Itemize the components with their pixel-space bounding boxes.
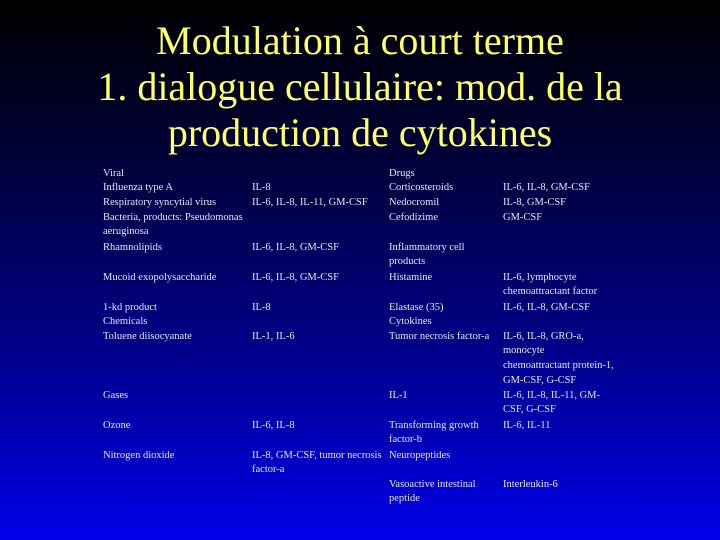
table-cell: 1-kd product <box>103 302 157 313</box>
table-cell: Mucoid exopolysaccharide <box>103 272 217 283</box>
table-cell: Vasoactive intestinal <box>389 479 476 490</box>
table-cell: Nedocromil <box>389 197 440 208</box>
table-cell: Transforming growth <box>389 420 479 431</box>
table-cell: IL-6, IL-8, GM-CSF <box>503 302 590 313</box>
table-cell: CSF, G-CSF <box>503 404 556 415</box>
table-cell: monocyte <box>503 345 545 356</box>
table-cell: Gases <box>103 390 129 401</box>
table-cell: Corticosteroids <box>389 182 454 193</box>
table-cell: chemoattractant protein-1, <box>503 360 614 371</box>
table-cell: GM-CSF, G-CSF <box>503 375 577 386</box>
table-cell: Inflammatory cell <box>389 242 465 253</box>
table-cell: products <box>389 256 426 267</box>
table-cell: IL-6, IL-8, IL-11, GM- <box>503 390 600 401</box>
table-cell: IL-6, IL-11 <box>503 420 551 431</box>
table-cell: IL-6, IL-8, GM-CSF <box>252 272 339 283</box>
table-cell: Histamine <box>389 272 433 283</box>
table-cell: IL-1 <box>389 390 408 401</box>
table-cell: IL-8 <box>252 302 271 313</box>
table-cell: IL-8 <box>252 182 271 193</box>
table-cell: IL-6, IL-8, GM-CSF <box>252 242 339 253</box>
title-line-1: Modulation à court terme <box>156 18 564 63</box>
table-cell: IL-6, lymphocyte <box>503 272 577 283</box>
table-cell: IL-6, IL-8 <box>252 420 295 431</box>
table-cell: Neuropeptides <box>389 450 451 461</box>
title-line-3: production de cytokines <box>167 110 553 155</box>
table-cell: Respiratory syncytial virus <box>103 197 217 208</box>
table-cell: IL-6, IL-8, GRO-a, <box>503 331 584 342</box>
table-cell: IL-6, IL-8, IL-11, GM-CSF <box>252 197 368 208</box>
table-cell: factor-a <box>252 464 285 475</box>
table-cell: peptide <box>389 493 420 504</box>
table-cell: IL-6, IL-8, GM-CSF <box>503 182 590 193</box>
table-cell: IL-1, IL-6 <box>252 331 295 342</box>
table-header-drugs: Drugs <box>389 168 415 179</box>
table-cell: Ozone <box>103 420 131 431</box>
table-cell: Interleukin-6 <box>503 479 558 490</box>
table-cell: Cytokines <box>389 316 432 327</box>
table-cell: IL-8, GM-CSF, tumor necrosis <box>252 450 382 461</box>
table-cell: Toluene diisocyanate <box>103 331 192 342</box>
table-cell: Cefodizime <box>389 212 438 223</box>
table-header-viral: Viral <box>103 168 124 179</box>
table-cell: Bacteria, products: Pseudomonas <box>103 212 243 223</box>
table-cell: Chemicals <box>103 316 148 327</box>
title-line-2: 1. dialogue cellulaire: mod. de la <box>97 64 623 109</box>
table-cell: Tumor necrosis factor-a <box>389 331 490 342</box>
table-cell: Rhamnolipids <box>103 242 162 253</box>
table-cell: Nitrogen dioxide <box>103 450 175 461</box>
table-cell: aeruginosa <box>103 226 149 237</box>
table-cell: factor-b <box>389 434 423 445</box>
table-cell: Elastase (35) <box>389 302 444 313</box>
table-cell: GM-CSF <box>503 212 543 223</box>
table-cell: Influenza type A <box>103 182 173 193</box>
table-cell: chemoattractant factor <box>503 286 598 297</box>
table-cell: IL-8, GM-CSF <box>503 197 567 208</box>
